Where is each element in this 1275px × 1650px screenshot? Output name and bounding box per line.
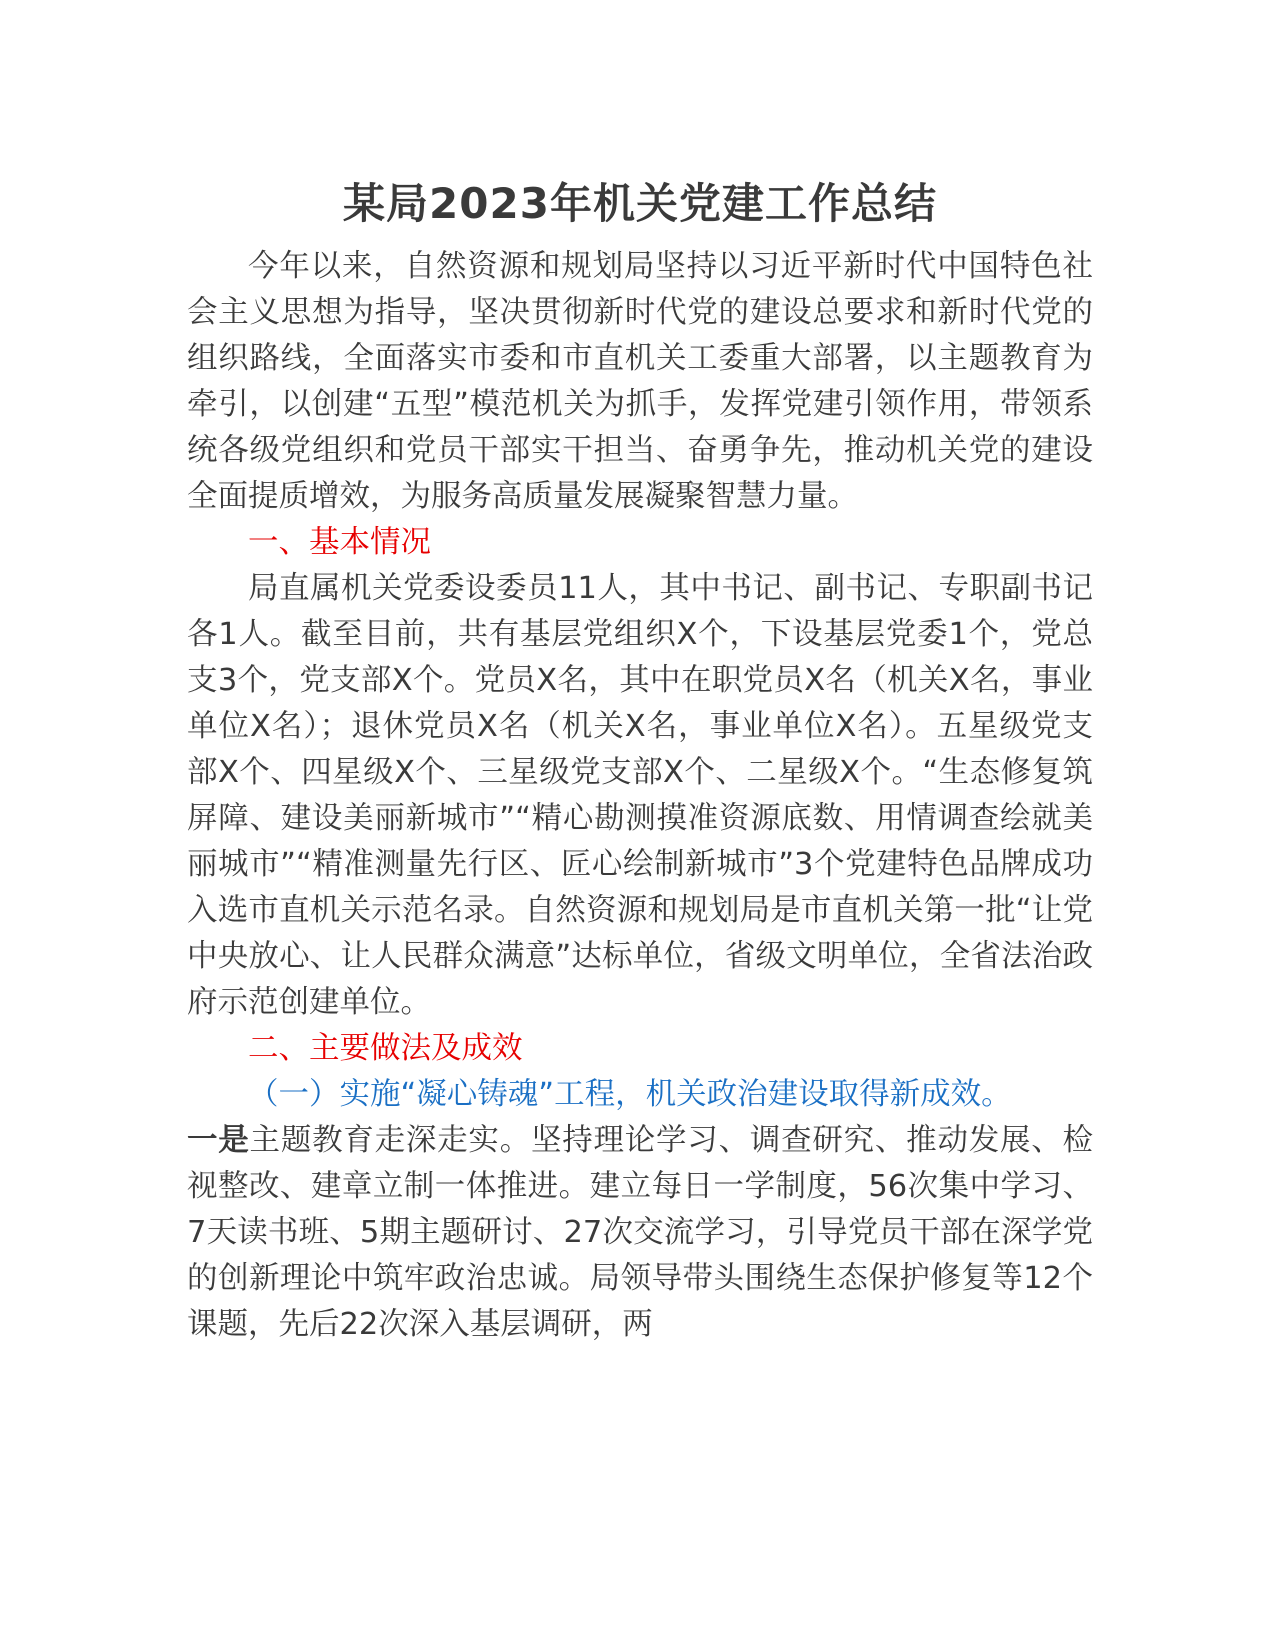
point-lead-first: 一是 [187,1123,250,1158]
subsection-heading-political-building: （一）实施“凝心铸魂”工程，机关政治建设取得新成效。 [248,1077,1012,1112]
section-heading-basic-situation: 一、基本情况 [248,525,431,560]
document-content [187,172,1093,1348]
basic-situation-paragraph: 局直属机关党委设委员11人，其中书记、副书记、专职副书记各1人。截至目前，共有基层党组织X个，下设基层党委1个，党总支3个，党支部X个。党员X名，其中在职党员X名（机关X名，事业单位X名）；退休党员X名（机关X名，事业单位X名）。五星级党支部X个、四星级X个、三星级党支部X个、二星级X个。“生态修复筑屏障、建设美丽新城市”“精心勘测摸准资源底数、用情调查绘就美丽城市”“精准测量先行区、匠心绘制新城市”3个党建特色品牌成功入选市直机关示范名录。自然资源和规划局是市直机关第一批“让党中央放心、让人民群众满意”达标单位，省级文明单位，全省法治政府示范创建单位。 [187,571,1093,1020]
document-title: 某局2023年机关党建工作总结 [343,179,937,228]
political-building-paragraph [187,1118,1093,1348]
intro-paragraph: 今年以来，自然资源和规划局坚持以习近平新时代中国特色社会主义思想为指导，坚决贯彻新时代党的建设总要求和新时代党的组织路线，全面落实市委和市直机关工委重大部署，以主题教育为牵引，以创建“五型”模范机关为抓手，发挥党建引领作用，带领系统各级党组织和党员干部实干担当、奋勇争先，推动机关党的建设全面提质增效，为服务高质量发展凝聚智慧力量。 [187,249,1093,514]
section-heading-main-practices: 二、主要做法及成效 [248,1031,523,1066]
point-body-first: 主题教育走深走实。坚持理论学习、调查研究、推动发展、检视整改、建章立制一体推进。建立每日一学制度，56次集中学习、7天读书班、5期主题研讨、27次交流学习，引导党员干部在深学党的创新理论中筑牢政治忠诚。局领导带头围绕生态保护修复等12个课题，先后22次深入基层调研，两 [187,1123,1094,1342]
